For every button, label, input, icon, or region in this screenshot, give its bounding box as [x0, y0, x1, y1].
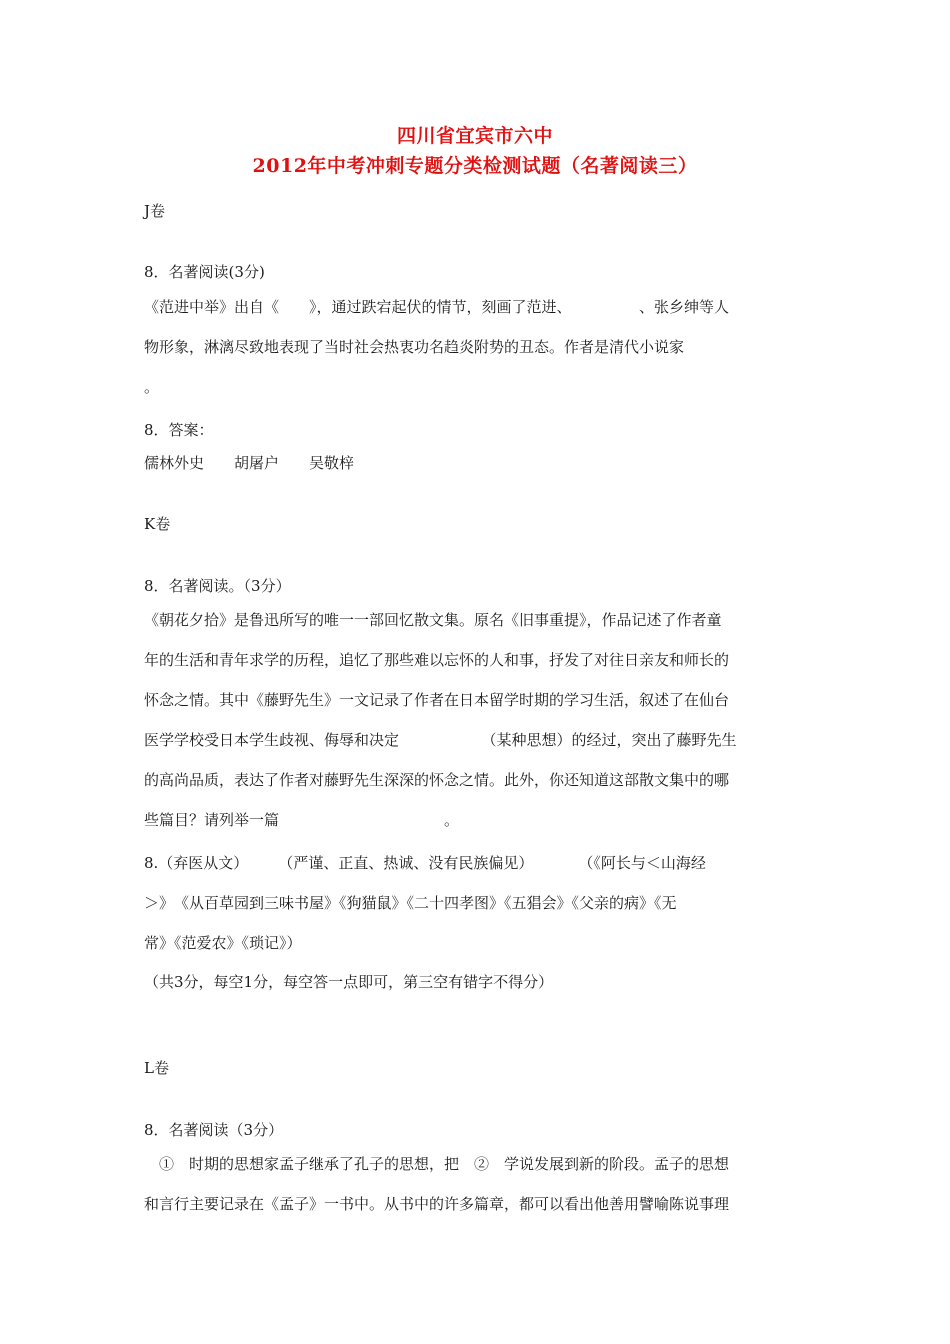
section-j-answer: 儒林外史 胡屠户 吴敬梓 — [144, 454, 355, 472]
section-j-question-head: 8．名著阅读(3分) — [144, 263, 265, 281]
section-k-answer-body — [144, 843, 808, 963]
section-j-label: J卷 — [144, 202, 166, 220]
question-line: ① 时期的思想家孟子继承了孔子的思想，把 ② 学说发展到新的阶段。孟子的思想 — [144, 1155, 730, 1173]
question-line: 和言行主要记录在《孟子》一书中。从书中的许多篇章，都可以看出他善用譬喻陈说事理 — [144, 1195, 730, 1213]
section-l-question-head: 8．名著阅读（3分） — [144, 1121, 284, 1139]
question-line: 怀念之情。其中《藤野先生》一文记录了作者在日本留学时期的学习生活，叙述了在仙台 — [144, 691, 730, 709]
section-k-scoring-note: （共3分，每空1分，每空答一点即可，第三空有错字不得分） — [144, 973, 554, 991]
question-line: 的高尚品质，表达了作者对藤野先生深深的怀念之情。此外，你还知道这部散文集中的哪 — [144, 771, 730, 789]
section-j-answer-head: 8．答案： — [144, 421, 214, 439]
section-l-label: L卷 — [144, 1059, 169, 1077]
answer-line: 常》《范爱农》《琐记》） — [144, 934, 302, 952]
school-title: 四川省宜宾市六中 — [396, 125, 553, 147]
question-line: 些篇目？请列举一篇 。 — [144, 811, 460, 829]
section-l-question-body — [144, 1144, 808, 1224]
answer-line: ＞》 《从百草园到三味书屋》《狗猫鼠》《二十四孝图》《五猖会》《父亲的病》《无 — [144, 894, 677, 912]
question-line: 年的生活和青年求学的历程，追忆了那些难以忘怀的人和事，抒发了对往日亲友和师长的 — [144, 651, 730, 669]
section-k-question-head: 8．名著阅读。（3分） — [144, 577, 291, 595]
section-k-label: K卷 — [144, 515, 171, 533]
question-line: 。 — [144, 378, 160, 396]
section-k-question-body — [144, 600, 808, 840]
exam-title: 2012年中考冲刺专题分类检测试题（名著阅读三） — [252, 155, 698, 177]
question-line: 物形象，淋漓尽致地表现了当时社会热衷功名趋炎附势的丑态。作者是清代小说家 — [144, 338, 685, 356]
section-j-question-body — [144, 287, 808, 407]
question-line: 医学学校受日本学生歧视、侮辱和决定 （某种思想）的经过，突出了藤野先生 — [144, 731, 737, 749]
question-line: 《朝花夕拾》是鲁迅所写的唯一一部回忆散文集。原名《旧事重提》，作品记述了作者童 — [144, 611, 722, 629]
answer-line: 8.（弃医从文） （严谨、正直、热诚、没有民族偏见） （《阿长与＜山海经 — [144, 854, 706, 872]
question-line: 《范进中举》出自《 》，通过跌宕起伏的情节，刻画了范进、 、张乡绅等人 — [144, 298, 730, 316]
